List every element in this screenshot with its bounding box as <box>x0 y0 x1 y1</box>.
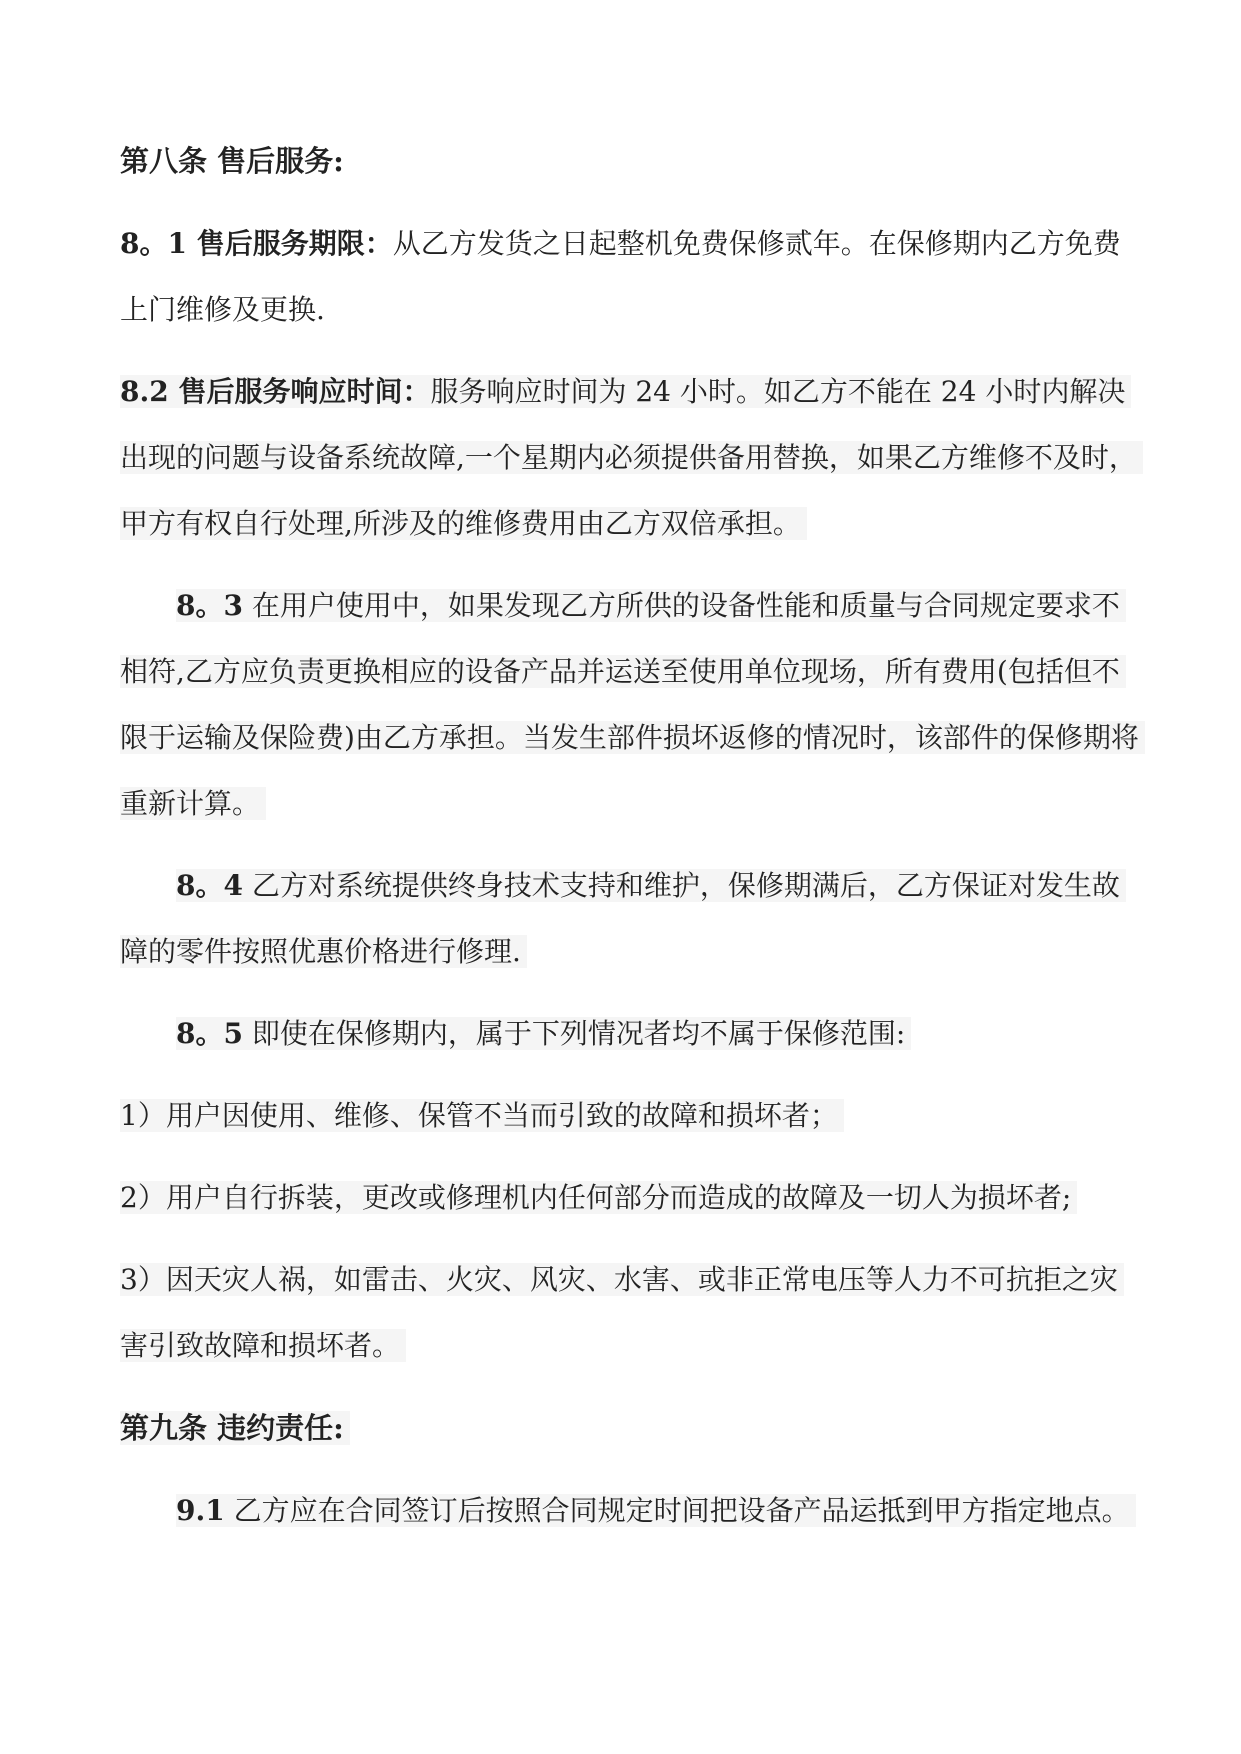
clause-8-2-label: 8.2 售后服务响应时间： <box>120 375 431 408</box>
clause-8-4 <box>120 853 1140 985</box>
clause-8-5 <box>120 1001 1140 1067</box>
exclusion-item-3-text: 3）因天灾人祸，如雷击、火灾、风灾、水害、或非正常电压等人力不可抗拒之灾害引致故障和损坏者。 <box>120 1263 1124 1362</box>
clause-9-1 <box>120 1478 1140 1544</box>
article-9-title: 第九条 违约责任: <box>120 1411 350 1445</box>
document-body <box>120 128 1140 1560</box>
exclusion-item-1-text: 1）用户因使用、维修、保管不当而引致的故障和损坏者； <box>120 1099 844 1132</box>
clause-8-4-number: 8。4 <box>176 869 243 902</box>
exclusion-item-2 <box>120 1165 1140 1231</box>
exclusion-item-2-text: 2）用户自行拆装，更改或修理机内任何部分而造成的故障及一切人为损坏者; <box>120 1181 1077 1214</box>
clause-8-5-text: 即使在保修期内，属于下列情况者均不属于保修范围: <box>242 1017 906 1050</box>
clause-8-1-text: 从乙方发货之日起整机免费保修贰年。在保修期内乙方免费上门维修及更换. <box>120 227 1121 326</box>
clause-9-1-number: 9.1 <box>176 1494 225 1527</box>
clause-8-3-text: 在用户使用中，如果发现乙方所供的设备性能和质量与合同规定要求不相符,乙方应负责更换相应的设备产品并运送至使用单位现场，所有费用(包括但不限于运输及保险费)由乙方承担。当发生部件损坏返修的情况时，该部件的保修期将重新计算。 <box>120 589 1139 820</box>
clause-8-1 <box>120 211 1140 343</box>
clause-8-4-text: 乙方对系统提供终身技术支持和维护，保修期满后，乙方保证对发生故障的零件按照优惠价格进行修理. <box>120 869 1120 968</box>
clause-8-3-number: 8。3 <box>176 589 243 622</box>
clause-8-1-label: 8。1 售后服务期限： <box>120 227 393 260</box>
clause-8-2 <box>120 359 1140 557</box>
exclusion-item-1 <box>120 1083 1140 1149</box>
clause-8-3 <box>120 573 1140 837</box>
clause-9-1-text: 乙方应在合同签订后按照合同规定时间把设备产品运抵到甲方指定地点。 <box>224 1494 1130 1527</box>
exclusion-item-3 <box>120 1247 1140 1379</box>
article-8-heading <box>120 128 1140 195</box>
article-8-title: 第八条 售后服务: <box>120 144 344 178</box>
clause-8-2-text: 服务响应时间为 24 小时。如乙方不能在 24 小时内解决出现的问题与设备系统故障,一个星期内必须提供备用替换，如果乙方维修不及时，甲方有权自行处理,所涉及的维修费用由乙方双倍承担。 <box>120 375 1137 540</box>
article-9-heading <box>120 1395 1140 1462</box>
clause-8-5-number: 8。5 <box>176 1017 243 1050</box>
